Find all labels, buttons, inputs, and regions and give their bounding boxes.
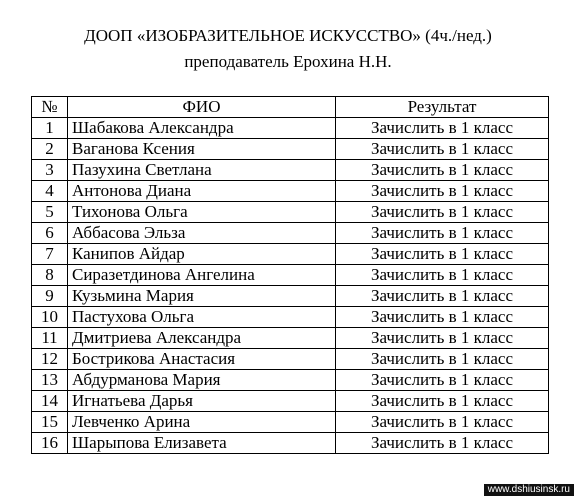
enrollment-result: Зачислить в 1 класс — [336, 349, 549, 370]
column-header-result: Результат — [336, 97, 549, 118]
row-number: 16 — [32, 433, 68, 454]
row-number: 4 — [32, 181, 68, 202]
row-number: 10 — [32, 307, 68, 328]
enrollment-result: Зачислить в 1 класс — [336, 370, 549, 391]
student-name: Тихонова Ольга — [68, 202, 336, 223]
column-header-name: ФИО — [68, 97, 336, 118]
table-row — [32, 370, 549, 391]
table-row — [32, 412, 549, 433]
row-number: 15 — [32, 412, 68, 433]
enrollment-result: Зачислить в 1 класс — [336, 328, 549, 349]
page-title: ДООП «ИЗОБРАЗИТЕЛЬНОЕ ИСКУССТВО» (4ч./нед.) — [84, 26, 492, 45]
row-number: 3 — [32, 160, 68, 181]
enrollment-result: Зачислить в 1 класс — [336, 202, 549, 223]
student-name: Шабакова Александра — [68, 118, 336, 139]
enrollment-table — [31, 96, 549, 454]
row-number: 5 — [32, 202, 68, 223]
enrollment-result: Зачислить в 1 класс — [336, 223, 549, 244]
student-name: Аббасова Эльза — [68, 223, 336, 244]
row-number: 14 — [32, 391, 68, 412]
enrollment-result: Зачислить в 1 класс — [336, 412, 549, 433]
table-row — [32, 244, 549, 265]
row-number: 2 — [32, 139, 68, 160]
enrollment-result: Зачислить в 1 класс — [336, 286, 549, 307]
row-number: 8 — [32, 265, 68, 286]
table-row — [32, 202, 549, 223]
table-row — [32, 181, 549, 202]
student-name: Дмитриева Александра — [68, 328, 336, 349]
row-number: 11 — [32, 328, 68, 349]
row-number: 1 — [32, 118, 68, 139]
student-name: Ваганова Ксения — [68, 139, 336, 160]
student-name: Пазухина Светлана — [68, 160, 336, 181]
table-row — [32, 265, 549, 286]
row-number: 12 — [32, 349, 68, 370]
table-row — [32, 286, 549, 307]
student-name: Антонова Диана — [68, 181, 336, 202]
enrollment-result: Зачислить в 1 класс — [336, 181, 549, 202]
row-number: 7 — [32, 244, 68, 265]
teacher-line: преподаватель Ерохина Н.Н. — [184, 52, 392, 71]
student-name: Канипов Айдар — [68, 244, 336, 265]
table-row — [32, 223, 549, 244]
student-name: Шарыпова Елизавета — [68, 433, 336, 454]
table-row — [32, 118, 549, 139]
student-name: Абдурманова Мария — [68, 370, 336, 391]
enrollment-result: Зачислить в 1 класс — [336, 139, 549, 160]
table-row — [32, 349, 549, 370]
enrollment-result: Зачислить в 1 класс — [336, 391, 549, 412]
student-name: Левченко Арина — [68, 412, 336, 433]
row-number: 9 — [32, 286, 68, 307]
column-header-number: № — [32, 97, 68, 118]
table-row — [32, 328, 549, 349]
enrollment-result: Зачислить в 1 класс — [336, 265, 549, 286]
enrollment-result: Зачислить в 1 класс — [336, 160, 549, 181]
table-row — [32, 307, 549, 328]
enrollment-result: Зачислить в 1 класс — [336, 433, 549, 454]
table-row — [32, 433, 549, 454]
table-row — [32, 139, 549, 160]
student-name: Пастухова Ольга — [68, 307, 336, 328]
student-name: Игнатьева Дарья — [68, 391, 336, 412]
table-row — [32, 160, 549, 181]
row-number: 6 — [32, 223, 68, 244]
enrollment-result: Зачислить в 1 класс — [336, 244, 549, 265]
student-name: Бострикова Анастасия — [68, 349, 336, 370]
enrollment-result: Зачислить в 1 класс — [336, 307, 549, 328]
site-watermark: www.dshiusinsk.ru — [484, 484, 574, 496]
student-name: Сиразетдинова Ангелина — [68, 265, 336, 286]
table-row — [32, 391, 549, 412]
table-header-row — [32, 97, 549, 118]
enrollment-result: Зачислить в 1 класс — [336, 118, 549, 139]
student-name: Кузьмина Мария — [68, 286, 336, 307]
table-body — [32, 118, 549, 454]
row-number: 13 — [32, 370, 68, 391]
